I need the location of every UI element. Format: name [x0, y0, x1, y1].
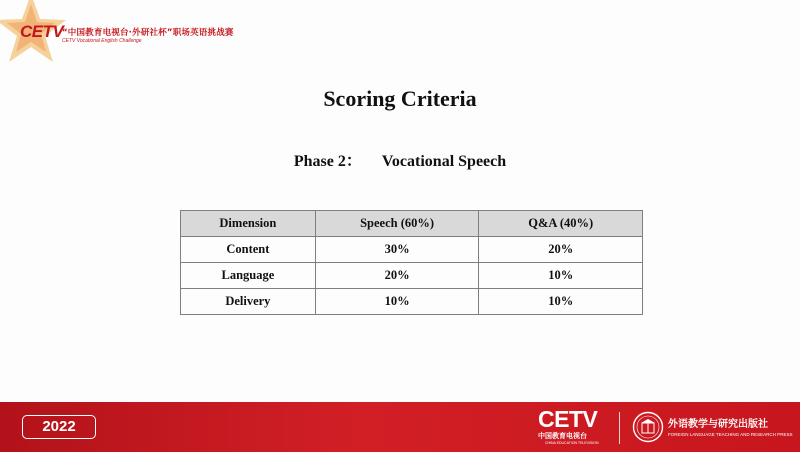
page-title: Scoring Criteria	[323, 86, 477, 111]
table-cell: Language	[181, 263, 316, 289]
phase-heading	[0, 148, 800, 171]
cetv-chinese-name: 中国教育电视台	[538, 432, 587, 440]
table-cell: 20%	[479, 237, 643, 263]
cetv-english-name: CHINA EDUCATION TELEVISION	[545, 441, 599, 445]
logo-mark: CETV	[20, 22, 64, 41]
competition-logo	[0, 0, 260, 70]
column-header: Speech (60%)	[315, 211, 479, 237]
table-cell: Delivery	[181, 289, 316, 315]
table-cell: 20%	[315, 263, 479, 289]
table-header-row	[181, 211, 643, 237]
logo-subtitle: CETV Vocational English Challenge	[62, 38, 142, 44]
table-cell: 30%	[315, 237, 479, 263]
press-emblem-icon	[632, 411, 664, 443]
table-row	[181, 237, 643, 263]
table-cell: 10%	[479, 263, 643, 289]
footer-band	[0, 402, 800, 452]
table-row	[181, 263, 643, 289]
cetv-logo: CETV	[538, 406, 598, 432]
phase-label: Phase 2：	[293, 153, 362, 170]
phase-name: Vocational Speech	[381, 153, 507, 170]
column-header: Dimension	[181, 211, 316, 237]
table-cell: 10%	[479, 289, 643, 315]
scoring-table	[180, 210, 643, 315]
footer-divider	[619, 412, 620, 444]
column-header: Q&A (40%)	[479, 211, 643, 237]
table-cell: 10%	[315, 289, 479, 315]
table-row	[181, 289, 643, 315]
year-badge: 2022	[22, 415, 96, 439]
table-cell: Content	[181, 237, 316, 263]
press-chinese-name: 外语教学与研究出版社	[668, 419, 768, 430]
logo-title: “中国教育电视台·外研社杯”职场英语挑战赛	[62, 28, 234, 38]
press-english-name: FOREIGN LANGUAGE TEACHING AND RESEARCH PRESS	[668, 432, 793, 437]
